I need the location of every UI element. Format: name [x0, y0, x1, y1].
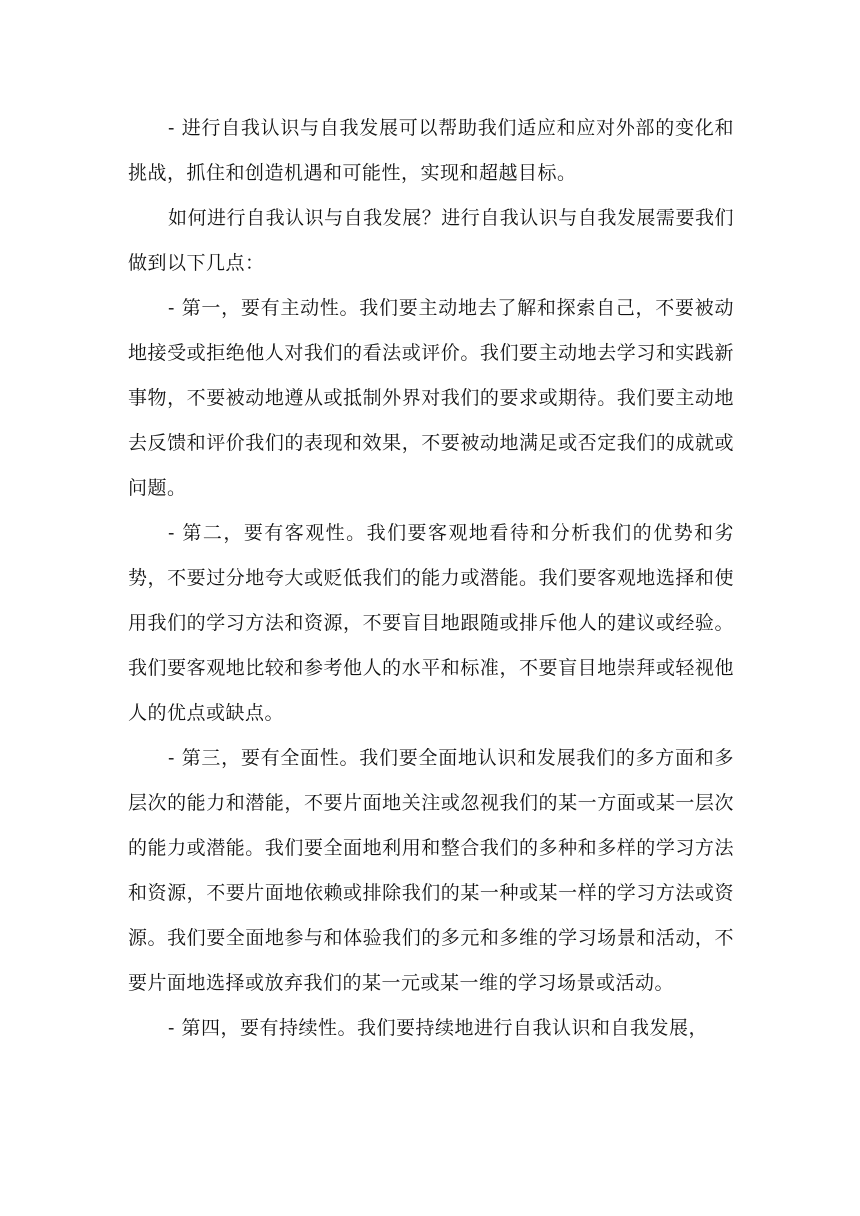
paragraph-point-4-continuity: - 第四，要有持续性。我们要持续地进行自我认识和自我发展， [168, 1017, 708, 1039]
paragraph-point-1-initiative: - 第一，要有主动性。我们要主动地去了解和探索自己，不要被动地接受或拒绝他人对我们的看法或评价。我们要主动地去学习和实践新事物，不要被动地遵从或抵制外界对我们的要求或期待。我们要主动地去反馈和评价我们的表现和效果，不要被动地满足或否定我们的成就或问题。 [128, 297, 734, 499]
document-body [128, 106, 734, 1051]
paragraph-benefit: - 进行自我认识与自我发展可以帮助我们适应和应对外部的变化和挑战，抓住和创造机遇和可能性，实现和超越目标。 [128, 117, 734, 184]
paragraph-point-3-comprehensiveness: - 第三，要有全面性。我们要全面地认识和发展我们的多方面和多层次的能力和潜能，不要片面地关注或忽视我们的某一方面或某一层次的能力或潜能。我们要全面地利用和整合我们的多种和多样的学习方法和资源，不要片面地依赖或排除我们的某一种或某一样的学习方法或资源。我们要全面地参与和体验我们的多元和多维的学习场景和活动，不要片面地选择或放弃我们的某一元或某一维的学习场景或活动。 [128, 747, 734, 994]
paragraph-point-2-objectivity: - 第二，要有客观性。我们要客观地看待和分析我们的优势和劣势，不要过分地夸大或贬低我们的能力或潜能。我们要客观地选择和使用我们的学习方法和资源，不要盲目地跟随或排斥他人的建议或经验。我们要客观地比较和参考他人的水平和标准，不要盲目地崇拜或轻视他人的优点或缺点。 [128, 522, 734, 724]
paragraph-how-to: 如何进行自我认识与自我发展？进行自我认识与自我发展需要我们做到以下几点： [128, 207, 734, 274]
